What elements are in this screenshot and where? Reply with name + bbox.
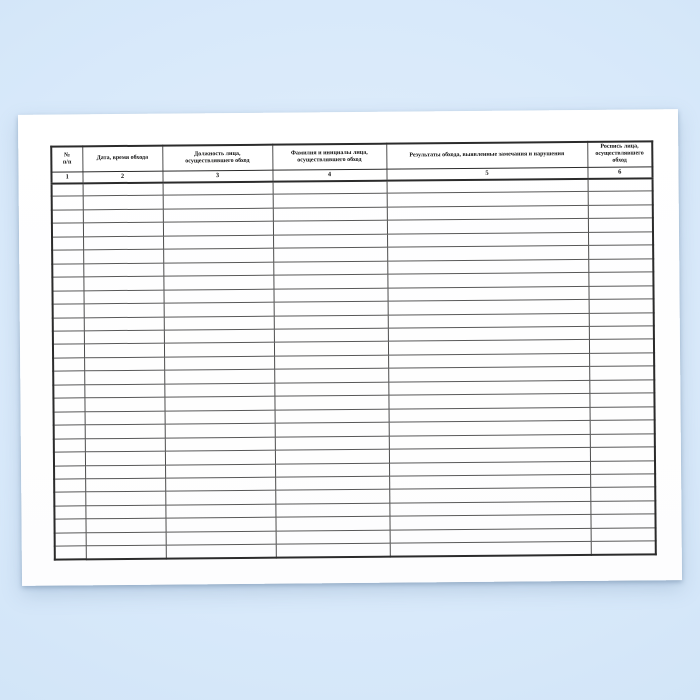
empty-cell: [52, 277, 83, 291]
empty-cell: [164, 343, 274, 357]
empty-cell: [165, 437, 275, 451]
empty-cell: [273, 194, 387, 208]
empty-cell: [85, 411, 165, 425]
empty-cell: [589, 393, 654, 407]
empty-cell: [52, 250, 83, 264]
empty-cell: [163, 208, 273, 222]
empty-cell: [588, 218, 653, 232]
empty-cell: [163, 248, 273, 262]
empty-cell: [589, 312, 654, 326]
empty-cell: [275, 449, 389, 463]
empty-cell: [54, 425, 85, 439]
empty-cell: [53, 344, 84, 358]
empty-cell: [589, 299, 654, 313]
empty-cell: [165, 477, 275, 491]
empty-cell: [165, 423, 275, 437]
empty-cell: [164, 383, 274, 397]
empty-cell: [275, 503, 389, 517]
column-header: Фамилия и инициалы лица, осуществлявшего обход: [272, 144, 386, 170]
column-header: Роспись лица, осуществлявшего обход: [587, 141, 652, 167]
empty-cell: [588, 245, 653, 259]
column-number: 6: [587, 166, 652, 178]
empty-cell: [275, 476, 389, 490]
empty-cell: [52, 290, 83, 304]
empty-cell: [588, 285, 653, 299]
empty-cell: [55, 546, 86, 560]
empty-cell: [54, 438, 85, 452]
empty-cell: [165, 450, 275, 464]
empty-cell: [164, 316, 274, 330]
empty-cell: [53, 385, 84, 399]
empty-cell: [165, 504, 275, 518]
empty-cell: [275, 463, 389, 477]
empty-cell: [54, 506, 85, 520]
empty-cell: [164, 356, 274, 370]
empty-cell: [54, 479, 85, 493]
table-body: [52, 178, 656, 560]
empty-cell: [274, 315, 388, 329]
empty-cell: [84, 317, 164, 331]
empty-cell: [84, 357, 164, 371]
empty-cell: [590, 407, 655, 421]
empty-cell: [590, 514, 655, 528]
empty-cell: [83, 290, 163, 304]
empty-cell: [83, 222, 163, 236]
empty-cell: [54, 492, 85, 506]
empty-cell: [52, 264, 83, 278]
empty-cell: [53, 331, 84, 345]
empty-cell: [590, 447, 655, 461]
empty-cell: [164, 370, 274, 384]
empty-cell: [589, 366, 654, 380]
empty-cell: [83, 263, 163, 277]
empty-cell: [588, 259, 653, 273]
empty-cell: [55, 533, 86, 547]
empty-cell: [274, 355, 388, 369]
empty-cell: [273, 207, 387, 221]
empty-cell: [85, 465, 165, 479]
empty-cell: [273, 261, 387, 275]
empty-cell: [273, 221, 387, 235]
empty-cell: [85, 438, 165, 452]
column-number: 1: [51, 171, 82, 183]
empty-cell: [273, 180, 387, 194]
empty-cell: [164, 302, 274, 316]
empty-cell: [276, 543, 390, 557]
empty-cell: [163, 195, 273, 209]
column-number: 3: [162, 170, 272, 182]
empty-cell: [274, 301, 388, 315]
paper-sheet: [18, 109, 682, 586]
empty-cell: [85, 424, 165, 438]
empty-cell: [52, 183, 83, 197]
table-header: [51, 141, 652, 183]
empty-cell: [83, 276, 163, 290]
empty-cell: [273, 274, 387, 288]
column-number: 4: [272, 169, 386, 181]
empty-cell: [164, 396, 274, 410]
empty-cell: [590, 460, 655, 474]
empty-cell: [591, 528, 656, 542]
empty-cell: [52, 210, 83, 224]
empty-cell: [85, 478, 165, 492]
empty-cell: [165, 410, 275, 424]
empty-cell: [275, 409, 389, 423]
empty-cell: [273, 234, 387, 248]
empty-cell: [590, 433, 655, 447]
empty-cell: [274, 382, 388, 396]
empty-cell: [84, 370, 164, 384]
empty-cell: [165, 491, 275, 505]
empty-cell: [276, 530, 390, 544]
empty-cell: [83, 236, 163, 250]
column-number: 5: [386, 167, 587, 180]
empty-cell: [275, 490, 389, 504]
column-header: Результаты обхода, выявленные замечания и нарушения: [386, 142, 587, 169]
empty-cell: [83, 209, 163, 223]
empty-cell: [52, 237, 83, 251]
empty-cell: [589, 380, 654, 394]
empty-cell: [54, 519, 85, 533]
empty-cell: [84, 303, 164, 317]
empty-cell: [588, 232, 653, 246]
empty-cell: [165, 517, 275, 531]
empty-cell: [588, 178, 653, 192]
empty-cell: [589, 326, 654, 340]
empty-cell: [589, 339, 654, 353]
empty-cell: [54, 452, 85, 466]
empty-cell: [83, 196, 163, 210]
column-header: № п/п: [51, 146, 82, 171]
empty-cell: [83, 182, 163, 196]
empty-cell: [274, 369, 388, 383]
empty-cell: [390, 542, 591, 557]
empty-cell: [54, 465, 85, 479]
empty-cell: [588, 205, 653, 219]
empty-cell: [52, 223, 83, 237]
empty-cell: [591, 541, 656, 555]
column-header: Дата, время обхода: [82, 146, 162, 172]
empty-cell: [274, 342, 388, 356]
empty-cell: [53, 304, 84, 318]
empty-cell: [53, 358, 84, 372]
empty-cell: [274, 328, 388, 342]
empty-cell: [54, 412, 85, 426]
empty-cell: [86, 545, 166, 559]
empty-cell: [53, 371, 84, 385]
empty-cell: [273, 288, 387, 302]
empty-cell: [590, 487, 655, 501]
empty-cell: [53, 398, 84, 412]
empty-cell: [163, 275, 273, 289]
empty-cell: [163, 222, 273, 236]
rounds-log-table: [50, 140, 657, 560]
empty-cell: [590, 420, 655, 434]
empty-cell: [590, 501, 655, 515]
empty-cell: [85, 451, 165, 465]
empty-cell: [84, 330, 164, 344]
empty-cell: [85, 518, 165, 532]
empty-cell: [53, 317, 84, 331]
empty-cell: [85, 492, 165, 506]
empty-cell: [588, 272, 653, 286]
empty-cell: [275, 436, 389, 450]
empty-cell: [84, 397, 164, 411]
empty-cell: [166, 544, 276, 558]
empty-cell: [52, 196, 83, 210]
empty-cell: [589, 353, 654, 367]
empty-cell: [275, 516, 389, 530]
empty-cell: [274, 395, 388, 409]
empty-cell: [84, 344, 164, 358]
column-header: Должность лица, осуществлявшего обход: [162, 145, 272, 171]
empty-cell: [588, 191, 653, 205]
empty-cell: [163, 181, 273, 195]
empty-cell: [163, 289, 273, 303]
empty-cell: [275, 422, 389, 436]
empty-cell: [163, 235, 273, 249]
column-number: 2: [82, 171, 162, 183]
empty-cell: [85, 505, 165, 519]
empty-cell: [165, 464, 275, 478]
empty-cell: [166, 531, 276, 545]
empty-cell: [83, 249, 163, 263]
empty-cell: [590, 474, 655, 488]
empty-cell: [84, 384, 164, 398]
empty-cell: [164, 329, 274, 343]
empty-cell: [273, 247, 387, 261]
empty-cell: [163, 262, 273, 276]
empty-cell: [86, 532, 166, 546]
